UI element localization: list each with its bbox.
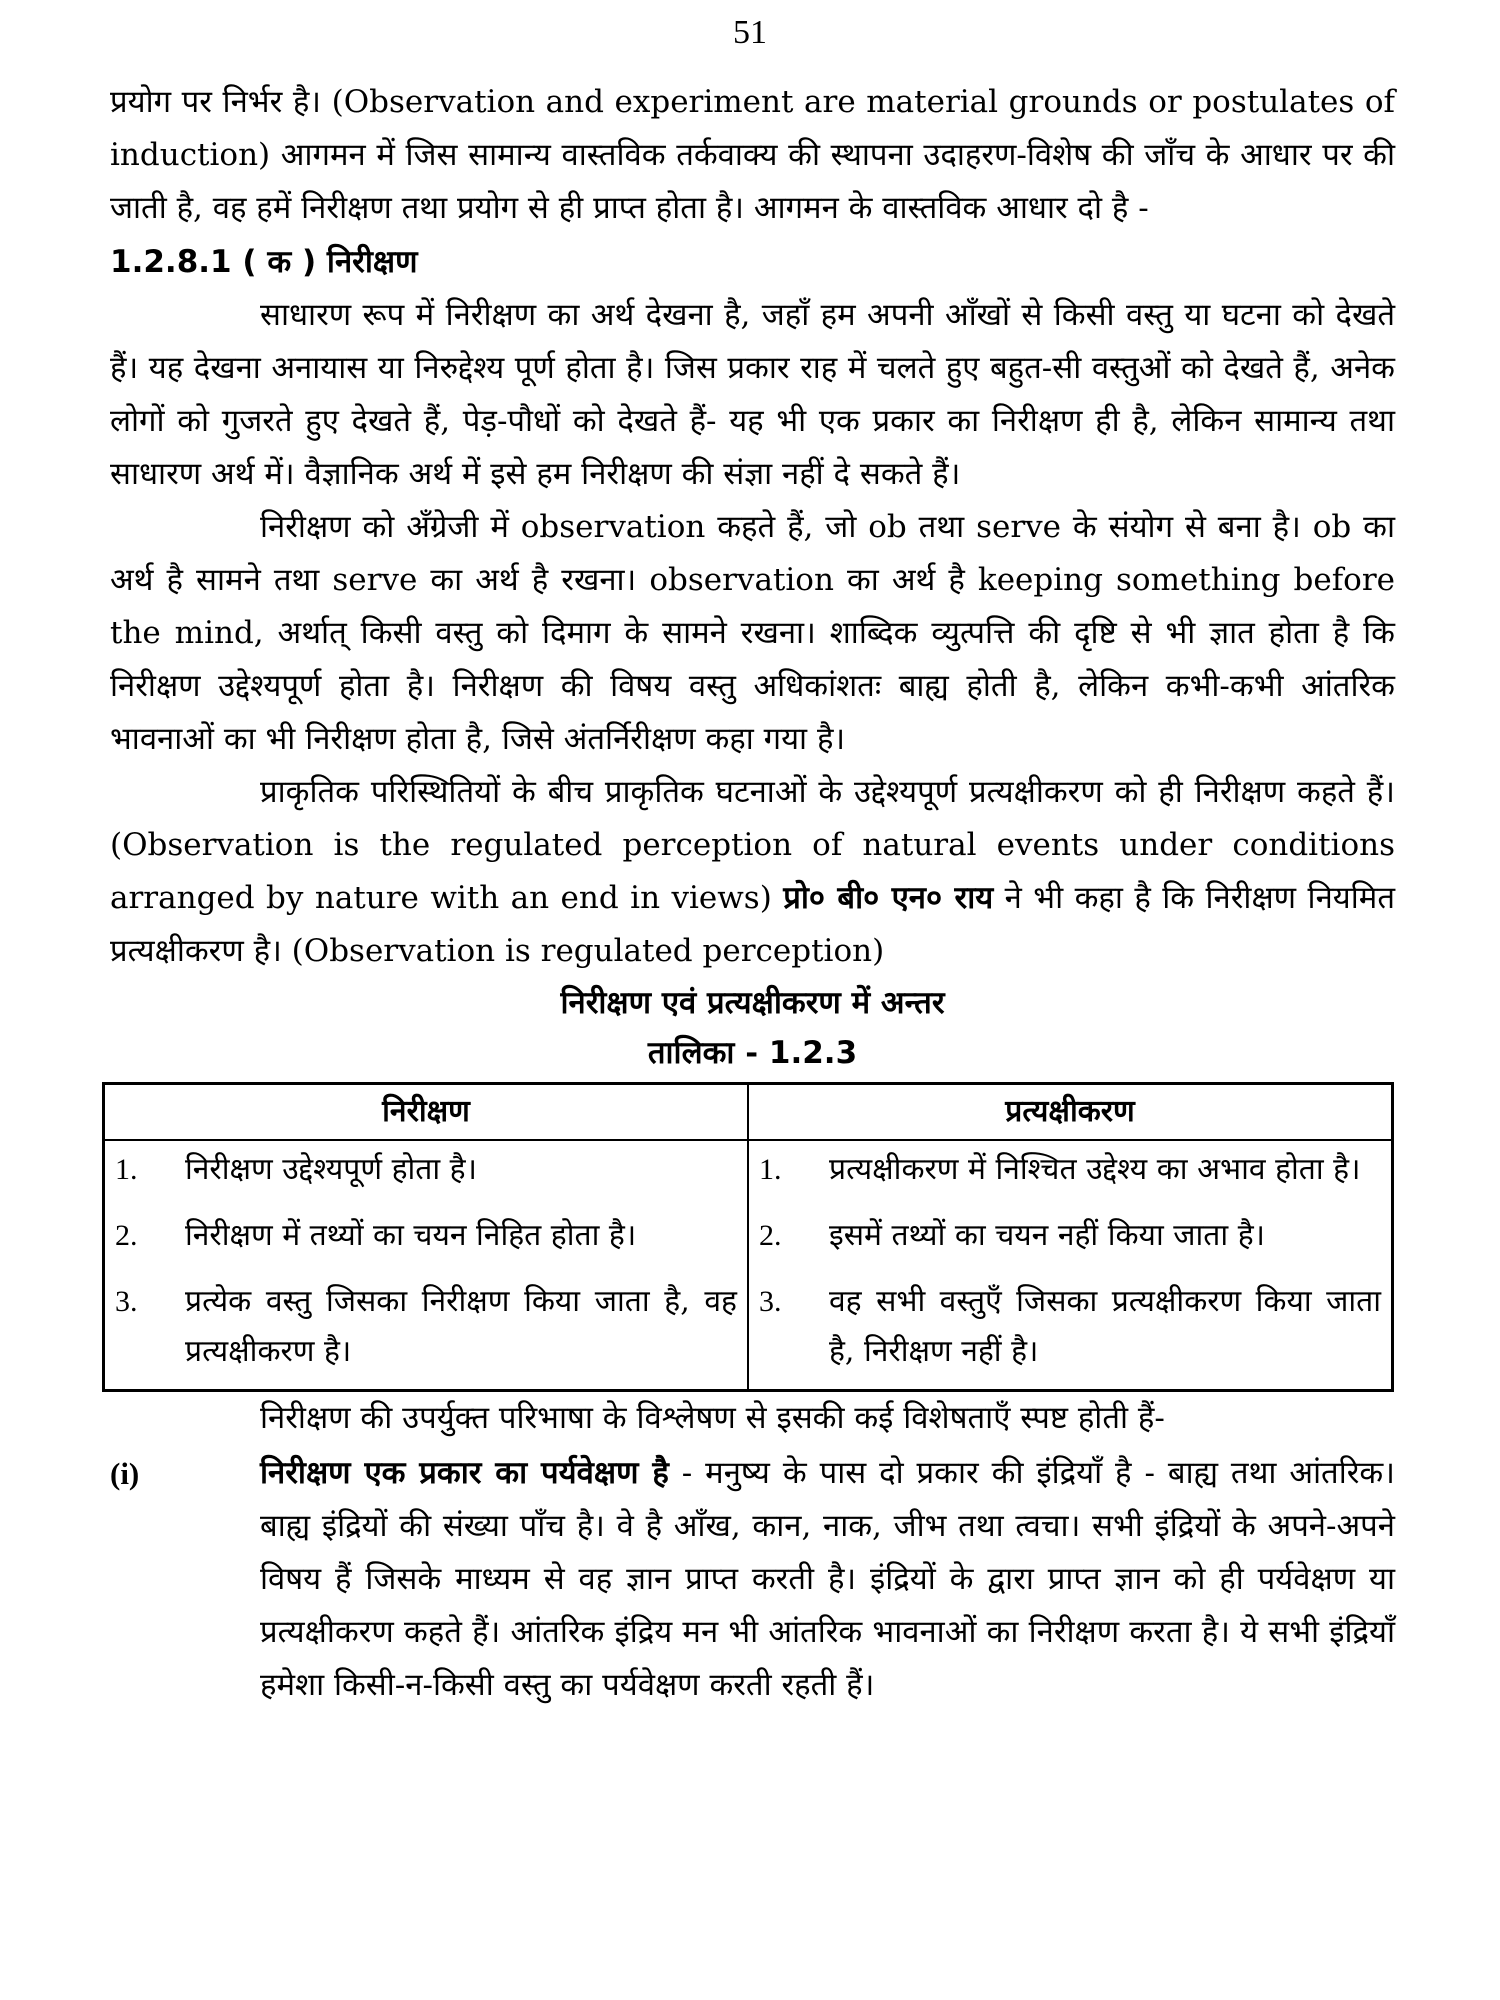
table-cell-left <box>104 1140 749 1207</box>
table-title: निरीक्षण एवं प्रत्यक्षीकरण में अन्तर <box>560 985 945 1021</box>
cell-text: प्रत्यक्षीकरण में निश्चित उद्देश्य का अभाव होता है। <box>829 1152 1361 1187</box>
table-row <box>104 1273 1393 1391</box>
paragraph-meaning: साधारण रूप में निरीक्षण का अर्थ देखना है, जहाँ हम अपनी आँखों से किसी वस्तु या घटना को देखते हैं। यह देखना अनायास या निरुद्देश्य पूर्ण होता है। जिस प्रकार राह में चलते हुए बहुत-सी वस्तुओं को देखते हैं, अनेक लोगों को गुजरते हुए देखते हैं, पेड़-पौधों को देखते हैं- यह भी एक प्रकार का निरीक्षण ही है, लेकिन सामान्य तथा साधारण अर्थ में। वैज्ञानिक अर्थ में इसे हम निरीक्षण की संज्ञा नहीं दे सकते हैं। <box>110 297 1395 492</box>
definition-text-2: ने भी कहा है कि निरीक्षण नियमित प्रत्यक्षीकरण है। (Observation is regulated perception) <box>110 880 1395 969</box>
paragraph-characteristics-intro: निरीक्षण की उपर्युक्त परिभाषा के विश्लेषण से इसकी कई विशेषताएँ स्पष्ट होती हैं- <box>260 1400 1165 1436</box>
row-number: 1. <box>115 1153 138 1186</box>
section-label: ( क ) निरीक्षण <box>242 244 418 280</box>
section-number: 1.2.8.1 <box>110 244 232 280</box>
intro-text-1: प्रयोग पर निर्भर है। <box>110 84 332 120</box>
paragraph-definition <box>110 766 1395 978</box>
cell-text: प्रत्येक वस्तु जिसका निरीक्षण किया जाता है, वह प्रत्यक्षीकरण है। <box>185 1284 737 1369</box>
row-number: 2. <box>115 1219 138 1252</box>
table-cell-left <box>104 1273 749 1391</box>
row-number: 3. <box>115 1285 138 1318</box>
section-heading <box>110 235 1395 289</box>
header-observation: निरीक्षण <box>104 1084 749 1141</box>
intro-text-2: आगमन में जिस सामान्य वास्तविक तर्कवाक्य की स्थापना उदाहरण-विशेष की जाँच के आधार पर की जाती है, वह हमें निरीक्षण तथा प्रयोग से ही प्राप्त होता है। आगमन के वास्तविक आधार दो है - <box>110 137 1395 226</box>
author-name: प्रो० बी० एन० राय <box>783 880 994 916</box>
row-number: 2. <box>759 1219 782 1252</box>
table-cell-right <box>748 1140 1393 1207</box>
comparison-table <box>102 1082 1394 1392</box>
definition-text-1: प्राकृतिक परिस्थितियों के बीच प्राकृतिक घटनाओं के उद्देश्यपूर्ण प्रत्यक्षीकरण को ही निरीक्षण कहते हैं। (Observation is the regulated perception of natural events under conditions arranged by nature with an end in views) <box>110 774 1395 916</box>
header-perception: प्रत्यक्षीकरण <box>748 1084 1393 1141</box>
cell-text: इसमें तथ्यों का चयन नहीं किया जाता है। <box>829 1218 1265 1253</box>
table-cell-left <box>104 1207 749 1273</box>
cell-text: वह सभी वस्तुएँ जिसका प्रत्यक्षीकरण किया जाता है, निरीक्षण नहीं है। <box>829 1284 1381 1369</box>
table-caption <box>110 1028 1395 1078</box>
list-item-title: निरीक्षण एक प्रकार का पर्यवेक्षण है <box>260 1455 669 1491</box>
list-item-label: (i) <box>110 1456 140 1491</box>
page-body <box>110 76 1395 1712</box>
table-header-row <box>104 1084 1393 1141</box>
paragraph-intro <box>110 76 1395 235</box>
table-row <box>104 1140 1393 1207</box>
table-cell-right <box>748 1273 1393 1391</box>
list-item-text: - मनुष्य के पास दो प्रकार की इंद्रियाँ है - बाह्य तथा आंतरिक। बाह्य इंद्रियों की संख्या पाँच है। वे है आँख, कान, नाक, जीभ तथा त्वचा। सभी इंद्रियों के अपने-अपने विषय हैं जिसके माध्यम से वह ज्ञान प्राप्त करती है। इंद्रियों के द्वारा प्राप्त ज्ञान को ही पर्यवेक्षण या प्रत्यक्षीकरण कहते हैं। आंतरिक इंद्रिय मन भी आंतरिक भावनाओं का निरीक्षण करता है। ये सभी इंद्रियाँ हमेशा किसी-न-किसी वस्तु का पर्यवेक्षण करती रहती हैं। <box>260 1455 1395 1703</box>
page-number: 51 <box>733 14 767 51</box>
cell-text: निरीक्षण में तथ्यों का चयन निहित होता है। <box>185 1218 637 1253</box>
table-caption-number: 1.2.3 <box>768 1035 858 1071</box>
row-number: 3. <box>759 1285 782 1318</box>
list-item <box>110 1447 1395 1712</box>
list-item-body <box>260 1447 1395 1712</box>
cell-text: निरीक्षण उद्देश्यपूर्ण होता है। <box>185 1152 477 1187</box>
paragraph-etymology: निरीक्षण को अँग्रेजी में observation कहते हैं, जो ob तथा serve के संयोग से बना है। ob का अर्थ है सामने तथा serve का अर्थ है रखना। observation का अर्थ है keeping something before the mind, अर्थात् किसी वस्तु को दिमाग के सामने रखना। शाब्दिक व्युत्पत्ति की दृष्टि से भी ज्ञात होता है कि निरीक्षण उद्देश्यपूर्ण होता है। निरीक्षण की विषय वस्तु अधिकांशतः बाह्य होती है, लेकिन कभी-कभी आंतरिक भावनाओं का भी निरीक्षण होता है, जिसे अंतर्निरीक्षण कहा गया है। <box>110 509 1395 757</box>
table-cell-right <box>748 1207 1393 1273</box>
table-caption-label: तालिका - <box>647 1035 759 1071</box>
row-number: 1. <box>759 1153 782 1186</box>
intro-english-quote: (Observation and experiment are material grounds or postulates of induction) <box>110 84 1395 173</box>
table-row <box>104 1207 1393 1273</box>
